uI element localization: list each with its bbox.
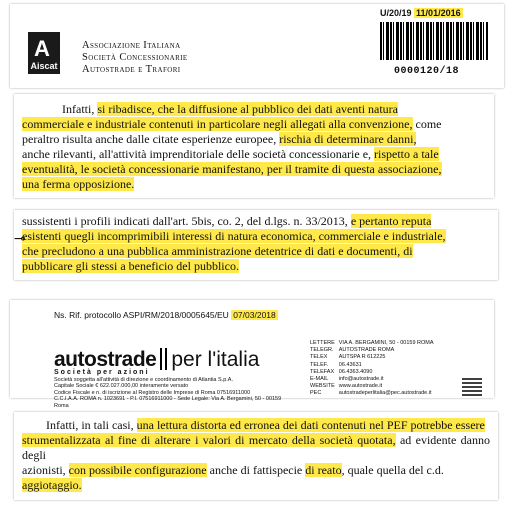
aiscat-logo: A Aiscat: [28, 32, 60, 74]
contact-row: PEC autostradeperlitalia@pec.autostrade.it: [310, 390, 432, 397]
association-name: Associazione Italiana Società Concessionarie Autostrade e Trafori: [82, 40, 188, 75]
autostrade-letterhead: [10, 300, 494, 409]
logo-bars-icon: [160, 348, 167, 370]
contact-row: E-MAIL info@autostrade.it: [310, 376, 384, 383]
protocol-stamp: U/20/19 11/01/2016: [380, 8, 461, 18]
pen-arrow-icon: ⊸: [14, 231, 26, 247]
excerpt-paragraph-1: Infatti, si ribadisce, che la diffusione al pubblico dei dati aventi natura commerciale e industriale contenuti in particolare negli allegati alla convenzione, come peraltro risulta anche dalle citate esperienze europee, rischia di determinare danni, anche rilevanti, all'attività imprenditoriale delle società concessionarie e, rispetto a tale eventualità, le società concessionarie manifestano, per il tramite di questa associazione, una ferma opposizione.: [14, 94, 494, 198]
aiscat-letterhead: [10, 4, 504, 88]
contact-table: [310, 340, 438, 398]
qr-code-image: [462, 376, 482, 396]
contact-row: TELEX AUTSPA R 612225: [310, 354, 386, 361]
contact-row: LETTERE VIA A. BERGAMINI, 50 - 00159 ROMA: [310, 340, 434, 346]
barcode-number: 0000120/18: [394, 66, 460, 77]
excerpt-paragraph-2: ⊸ sussistenti i profili indicati dall'art. 5bis, co. 2, del d.lgs. n. 33/2013, e pertanto reputa esistenti quegli incomprimibili interessi di natura economica, commerciale e industriale, che precludono a una pubblica amministrazione detentrice di dati e documenti, di pubblicare gli stessi a beneficio del pubblico.: [14, 210, 498, 280]
excerpt-paragraph-3: Infatti, in tali casi, una lettura distorta ed erronea dei dati contenuti nel PEF potrebbe essere strumentalizzata al fine di alterare i valori di mercato della società quotata, ad evidente danno degli azionisti, con possibile configurazione anche di fattispecie di reato, quale quella del c.d. aggiotaggio.: [14, 412, 498, 500]
company-details: Società per azioni Società soggetta all'attività di direzione e coordinamento di Atlantia S.p.A. Capitale Sociale € 622.027.000,00 interamente versato Codice Fiscale e n. di iscrizione al Registro delle Imprese di Roma 07516911000 C.C.I.A.A. ROMA n. 1023691 - P.I. 07516911000 - Sede Legale: Via A. Bergamini, 50 - 00159 Roma: [54, 369, 282, 409]
barcode-image: [380, 22, 488, 60]
autostrade-logo: autostrade per l'italia: [54, 348, 260, 371]
contact-row: WEBSITE www.autostrade.it: [310, 383, 383, 390]
contact-row: TELEFAX 06.4363.4090: [310, 368, 373, 375]
protocol-reference: Ns. Rif. protocollo ASPI/RM/2018/0005645/EU 07/03/2018: [54, 310, 276, 320]
contact-row: TELEGR. AUTOSTRADE ROMA: [310, 347, 395, 354]
contact-row: TELEF. 06.43631: [310, 361, 362, 368]
